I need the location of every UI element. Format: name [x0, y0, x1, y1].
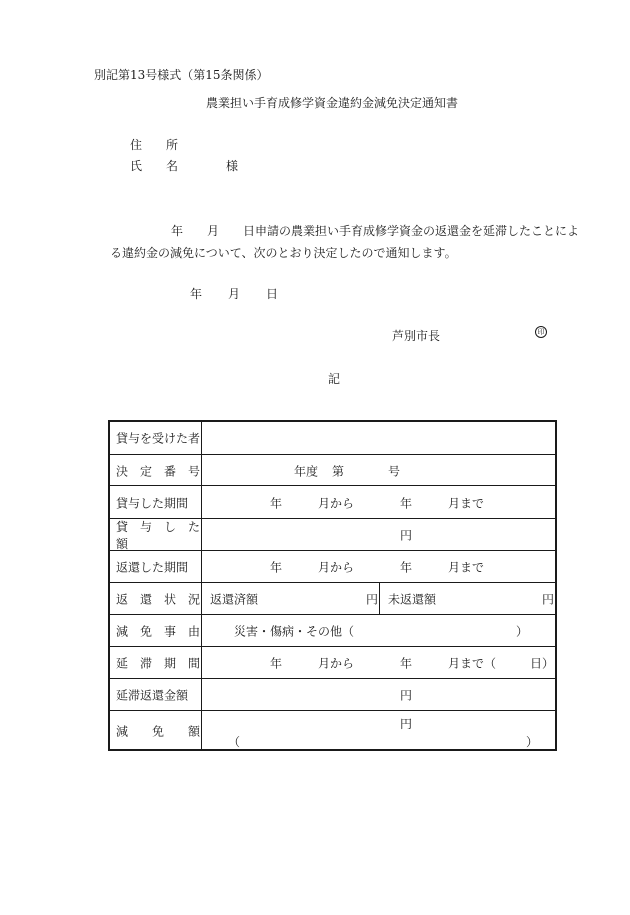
table-row: [110, 646, 555, 679]
body-line-1: 年 月 日申請の農業担い手育成修学資金の返還金を延滞したことによ: [171, 224, 580, 238]
month-to-text: 月まで（: [448, 656, 497, 671]
loan-period-label: 貸与した期間: [116, 496, 189, 510]
table-row: [110, 485, 555, 519]
table-row: [110, 518, 555, 551]
address-label: 住 所: [130, 138, 185, 152]
table-row: [110, 678, 555, 711]
open-paren: （: [228, 735, 241, 749]
decision-number-label: 決 定 番 号: [116, 464, 201, 478]
year-text: 年: [270, 496, 283, 510]
table-row: [110, 710, 555, 750]
month-from-text: 月から: [318, 656, 355, 671]
table-row: [110, 422, 555, 454]
table-row: [110, 454, 555, 486]
reduction-amount-label: 減 免 額: [116, 724, 201, 738]
date-month: 月: [228, 287, 241, 301]
close-paren: ）: [516, 624, 529, 639]
penalty-amount-label: 延滞返還金額: [116, 688, 189, 703]
reason-text: 災害・傷病・その他（: [234, 624, 355, 639]
cell-divider: [379, 583, 380, 615]
month-to-text: 月まで: [448, 560, 485, 575]
yen-text: 円: [400, 528, 413, 543]
date-year: 年: [190, 287, 203, 301]
seal-mark: 印: [535, 326, 547, 338]
yen-text: 円: [366, 592, 379, 607]
signer-title: 芦別市長: [392, 329, 441, 343]
document-title: 農業担い手育成修学資金違約金減免決定通知書: [206, 96, 459, 110]
form-number: 別記第13号様式（第15条関係）: [94, 68, 269, 82]
decision-dai: 第: [332, 464, 345, 478]
details-table: [108, 420, 557, 751]
ki-heading: 記: [328, 372, 341, 386]
close-paren: ）: [526, 735, 539, 749]
month-from-text: 月から: [318, 560, 355, 575]
day-close-text: 日）: [530, 656, 555, 671]
year-text: 年: [400, 560, 413, 575]
yen-text: 円: [400, 717, 413, 731]
honorific: 様: [226, 159, 239, 173]
unrepaid-label: 未返還額: [388, 592, 437, 607]
delay-period-label: 延 滞 期 間: [116, 656, 201, 671]
recipient-label: 貸与を受けた者: [116, 431, 201, 446]
reason-label: 減 免 事 由: [116, 624, 201, 639]
year-text: 年: [270, 656, 283, 671]
date-day: 日: [266, 287, 279, 301]
yen-text: 円: [400, 688, 413, 703]
table-row: [110, 550, 555, 583]
year-text: 年: [400, 496, 413, 510]
yen-text: 円: [542, 592, 555, 607]
repay-period-label: 返還した期間: [116, 560, 189, 575]
table-row: [110, 614, 555, 647]
loan-amount-label: 貸 与 し た 額: [116, 520, 213, 551]
decision-year: 年度: [294, 464, 319, 478]
month-from-text: 月から: [318, 496, 355, 510]
body-line-2: る違約金の減免について、次のとおり決定したので通知します。: [110, 246, 457, 260]
repaid-label: 返還済額: [210, 592, 259, 607]
year-text: 年: [400, 656, 413, 671]
month-to-text: 月まで: [448, 496, 485, 510]
year-text: 年: [270, 560, 283, 575]
decision-go: 号: [388, 464, 401, 478]
table-row: [110, 582, 555, 615]
repay-status-label: 返 還 状 況: [116, 592, 201, 607]
name-label: 氏 名: [130, 159, 185, 173]
date-line: [190, 285, 278, 302]
